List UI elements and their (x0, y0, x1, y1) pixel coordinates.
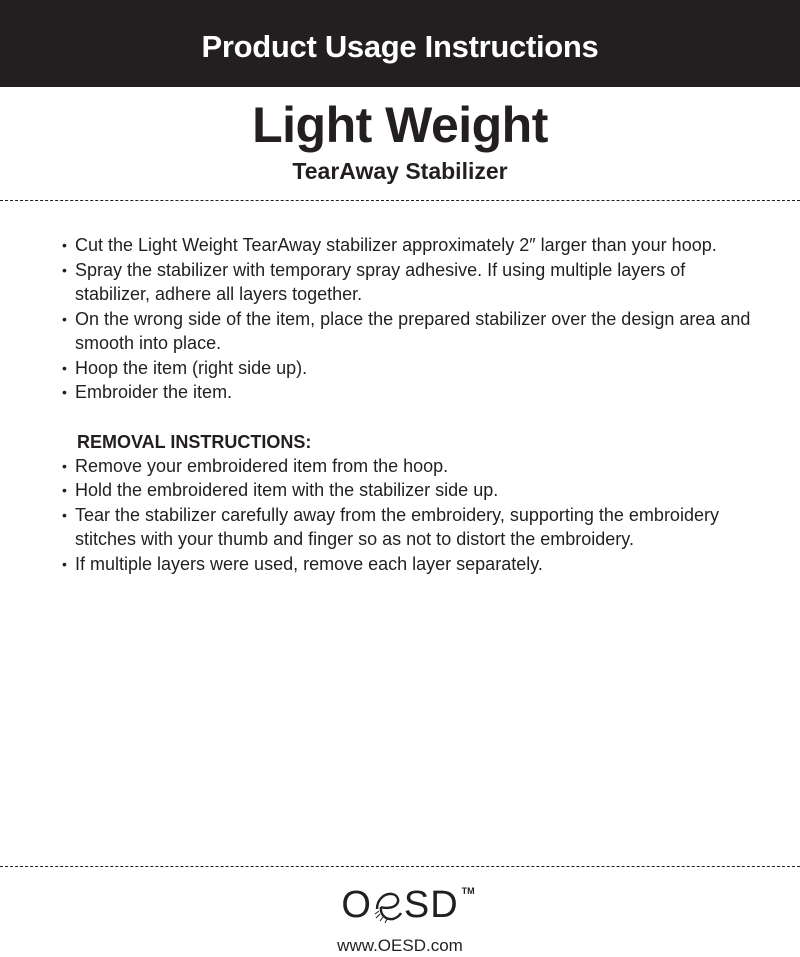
removal-step: • Remove your embroidered item from the hoop. (62, 454, 752, 479)
logo-letters-sd: SD (403, 884, 459, 926)
product-subtitle: TearAway Stabilizer (292, 158, 508, 184)
usage-steps-list (62, 233, 752, 405)
logo-letter-o: O (341, 884, 372, 926)
top-divider (0, 200, 800, 201)
removal-step: • Hold the embroidered item with the stabilizer side up. (62, 478, 752, 503)
oesd-logo (0, 884, 800, 927)
usage-step: • Cut the Light Weight TearAway stabilizer approximately 2″ larger than your hoop. (62, 233, 752, 258)
usage-step: • Hoop the item (right side up). (62, 356, 752, 381)
bottom-divider (0, 866, 800, 867)
header-title: Product Usage Instructions (201, 28, 599, 64)
usage-step: • On the wrong side of the item, place the prepared stabilizer over the design area and smooth into place. (62, 307, 752, 356)
website-url: www.OESD.com (337, 936, 463, 955)
removal-step: • Tear the stabilizer carefully away from the embroidery, supporting the embroidery stitches with your thumb and finger so as not to distort the embroidery. (62, 503, 752, 552)
removal-step: • If multiple layers were used, remove each layer separately. (62, 552, 752, 577)
usage-step: • Spray the stabilizer with temporary spray adhesive. If using multiple layers of stabilizer, adhere all layers together. (62, 258, 752, 307)
trademark-mark: TM (461, 886, 475, 896)
header-band (0, 0, 800, 87)
logo-wordmark (341, 884, 475, 927)
logo-e-icon (373, 889, 403, 923)
instructions-body (62, 233, 752, 576)
removal-heading: REMOVAL INSTRUCTIONS: (77, 431, 312, 452)
usage-step: • Embroider the item. (62, 380, 752, 405)
product-name: Light Weight (252, 97, 548, 153)
removal-steps-list (62, 454, 752, 577)
